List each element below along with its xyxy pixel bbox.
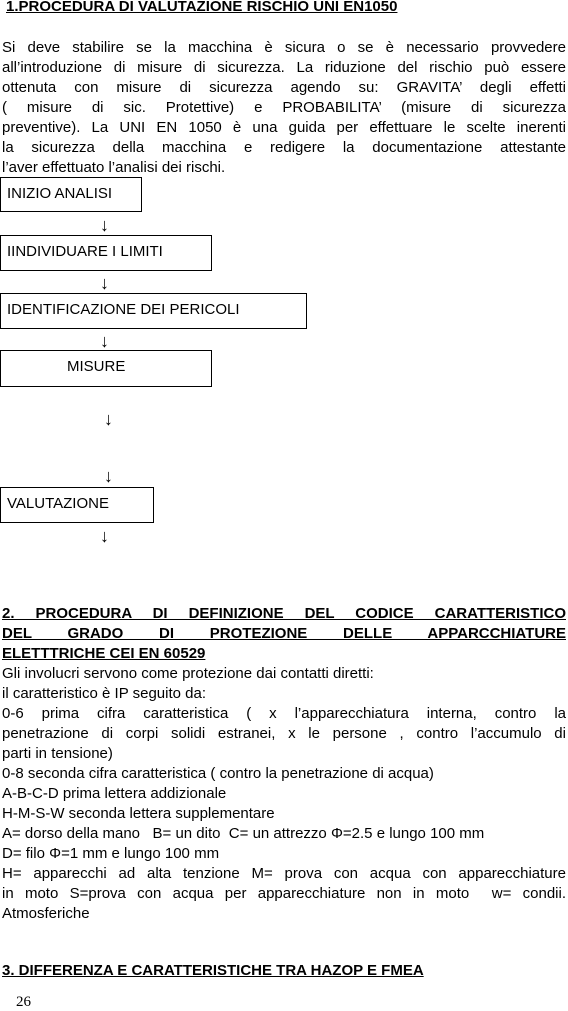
body-line: penetrazione di corpi solidi estranei, x le persone , contro l’accumulo di bbox=[2, 725, 566, 742]
intro-line: preventive). La UNI EN 1050 è una guida per effettuare le scelte inerenti bbox=[2, 119, 566, 136]
body-line: in moto S=prova con acqua per apparecchiature non in moto w= condii. bbox=[2, 885, 566, 902]
flow-arrow: ↓ bbox=[100, 526, 109, 546]
body-line: Atmosferiche bbox=[2, 905, 90, 922]
flow-step-identificazione-pericoli: IDENTIFICAZIONE DEI PERICOLI bbox=[0, 293, 307, 329]
intro-line: all’introduzione di misure di sicurezza. La riduzione del rischio può essere bbox=[2, 59, 566, 76]
flow-arrow: ↓ bbox=[100, 331, 109, 351]
intro-line: ( misure di sic. Protettive) e PROBABILITA’ (misure di sicurezza bbox=[2, 99, 566, 116]
body-line: parti in tensione) bbox=[2, 745, 113, 762]
heading-section-1: 1.PROCEDURA DI VALUTAZIONE RISCHIO UNI EN1050 bbox=[6, 0, 398, 15]
body-line: il caratteristico è IP seguito da: bbox=[2, 685, 206, 702]
intro-line: ottenuta con misure di sicurezza agendo su: GRAVITA’ degli effetti bbox=[2, 79, 566, 96]
body-line: 0-6 prima cifra caratteristica ( x l’apparecchiatura interna, contro la bbox=[2, 705, 566, 722]
body-line: D= filo Φ=1 mm e lungo 100 mm bbox=[2, 845, 220, 862]
heading-section-3: 3. DIFFERENZA E CARATTERISTICHE TRA HAZOP E FMEA bbox=[2, 962, 424, 979]
heading-section-2-line: DEL GRADO DI PROTEZIONE DELLE APPARCCHIATURE bbox=[2, 625, 566, 642]
section-2-body bbox=[2, 664, 566, 924]
body-line: Gli involucri servono come protezione dai contatti diretti: bbox=[2, 665, 374, 682]
heading-section-2 bbox=[2, 604, 566, 664]
page-number: 26 bbox=[16, 994, 31, 1010]
body-line: 0-8 seconda cifra caratteristica ( contro la penetrazione di acqua) bbox=[2, 765, 434, 782]
body-line: A-B-C-D prima lettera addizionale bbox=[2, 785, 227, 802]
flow-arrow: ↓ bbox=[104, 466, 113, 486]
flow-step-valutazione: VALUTAZIONE bbox=[0, 487, 154, 523]
intro-line: Si deve stabilire se la macchina è sicura o se è necessario provvedere bbox=[2, 39, 566, 56]
body-line: H= apparecchi ad alta tenzione M= prova con acqua con apparecchiature bbox=[2, 865, 566, 882]
flow-arrow: ↓ bbox=[100, 215, 109, 235]
body-line: H-M-S-W seconda lettera supplementare bbox=[2, 805, 275, 822]
body-line: A= dorso della mano B= un dito C= un attrezzo Φ=2.5 e lungo 100 mm bbox=[2, 825, 485, 842]
flow-step-inizio-analisi: INIZIO ANALISI bbox=[0, 177, 142, 212]
heading-section-2-line: ELETTTRICHE CEI EN 60529 bbox=[2, 645, 206, 662]
flow-step-individuare-limiti: IINDIVIDUARE I LIMITI bbox=[0, 235, 212, 271]
intro-line: la sicurezza della macchina e redigere la documentazione attestante bbox=[2, 139, 566, 156]
intro-line: l’aver effettuato l’analisi dei rischi. bbox=[2, 159, 226, 176]
heading-section-2-line: 2. PROCEDURA DI DEFINIZIONE DEL CODICE CARATTERISTICO bbox=[2, 605, 566, 622]
flow-arrow: ↓ bbox=[104, 409, 113, 429]
flow-arrow: ↓ bbox=[100, 273, 109, 293]
flow-step-misure: MISURE bbox=[0, 350, 212, 387]
intro-paragraph bbox=[2, 38, 566, 178]
